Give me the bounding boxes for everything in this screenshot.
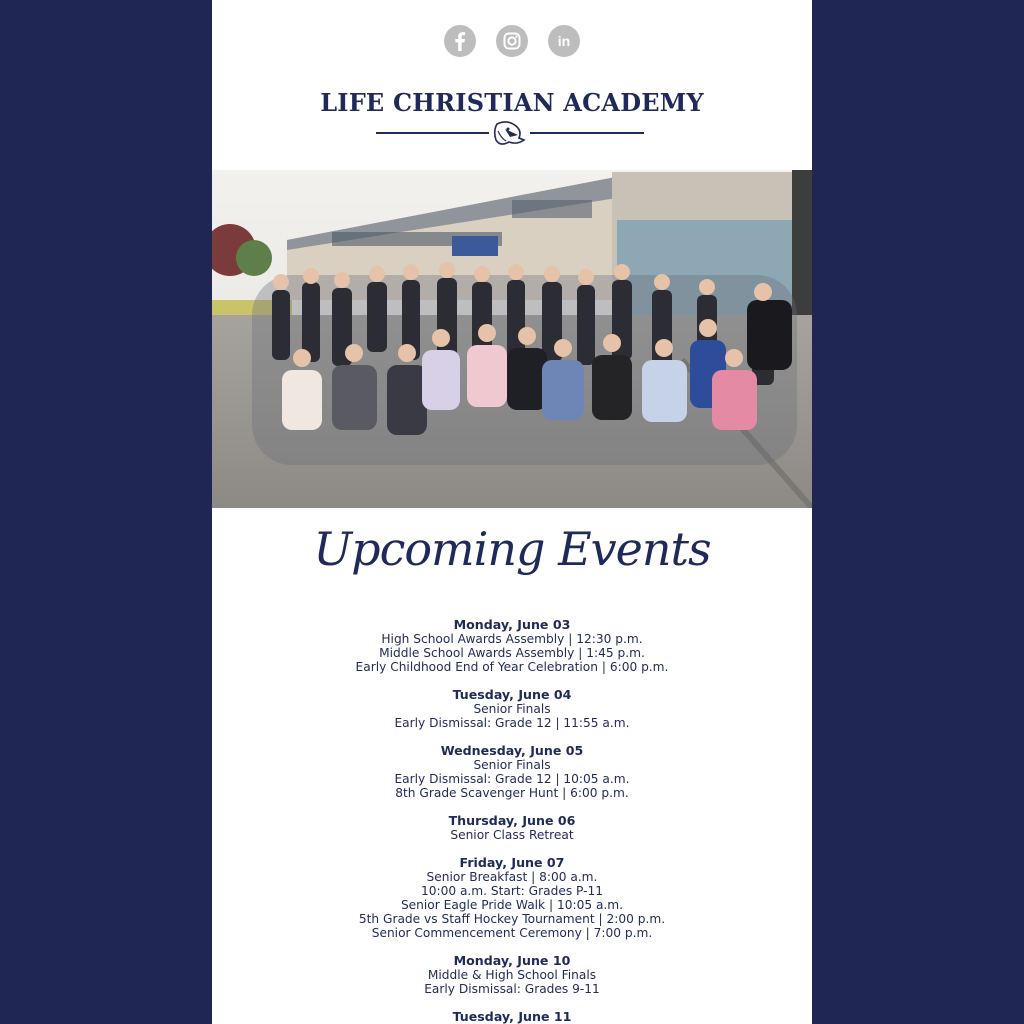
event-day (212, 744, 812, 800)
students-group (252, 262, 797, 465)
event-day (212, 856, 812, 940)
eagle-logo-icon (495, 122, 524, 144)
linkedin-icon-text: in (557, 33, 571, 49)
event-day (212, 954, 812, 996)
event-item: 5th Grade vs Staff Hockey Tournament | 2:00 p.m. (358, 912, 666, 926)
event-day-title: Tuesday, June 04 (452, 687, 572, 702)
event-item: 10:00 a.m. Start: Grades P-11 (420, 884, 604, 898)
event-day-title: Tuesday, June 11 (452, 1009, 572, 1024)
event-day-title: Thursday, June 06 (448, 813, 576, 828)
event-item: 8th Grade Scavenger Hunt | 6:00 p.m. (395, 786, 629, 800)
event-item: Senior Finals (473, 758, 551, 772)
event-item: Middle & High School Finals (427, 968, 597, 982)
events-list (212, 618, 812, 1024)
event-day (212, 814, 812, 842)
event-item: Senior Eagle Pride Walk | 10:05 a.m. (400, 898, 624, 912)
event-day (212, 1010, 812, 1024)
linkedin-icon[interactable] (548, 25, 580, 57)
event-item: Early Dismissal: Grade 12 | 11:55 a.m. (394, 716, 630, 730)
event-item: Senior Commencement Ceremony | 7:00 p.m. (371, 926, 653, 940)
event-item: Senior Finals (473, 702, 551, 716)
instagram-icon[interactable] (496, 25, 528, 57)
event-day-title: Monday, June 03 (453, 617, 571, 632)
group-photo (212, 170, 812, 508)
event-item: High School Awards Assembly | 12:30 p.m. (381, 632, 643, 646)
event-item: Middle School Awards Assembly | 1:45 p.m. (379, 646, 645, 660)
facebook-icon[interactable] (444, 25, 476, 57)
email-card (212, 0, 812, 1024)
event-item: Early Childhood End of Year Celebration | 6:00 p.m. (355, 660, 669, 674)
social-links (212, 25, 812, 57)
events-heading: Upcoming Events (313, 522, 711, 576)
event-item: Senior Breakfast | 8:00 a.m. (426, 870, 598, 884)
event-day-title: Wednesday, June 05 (440, 743, 584, 758)
event-item: Senior Class Retreat (450, 828, 574, 842)
event-day (212, 688, 812, 730)
school-name: LIFE CHRISTIAN ACADEMY (320, 88, 704, 117)
event-item: Early Dismissal: Grades 9-11 (424, 982, 600, 996)
brand-divider (376, 118, 648, 150)
event-day-title: Friday, June 07 (459, 855, 565, 870)
event-day (212, 618, 812, 674)
event-day-title: Monday, June 10 (453, 953, 571, 968)
event-item: Early Dismissal: Grade 12 | 10:05 a.m. (394, 772, 630, 786)
